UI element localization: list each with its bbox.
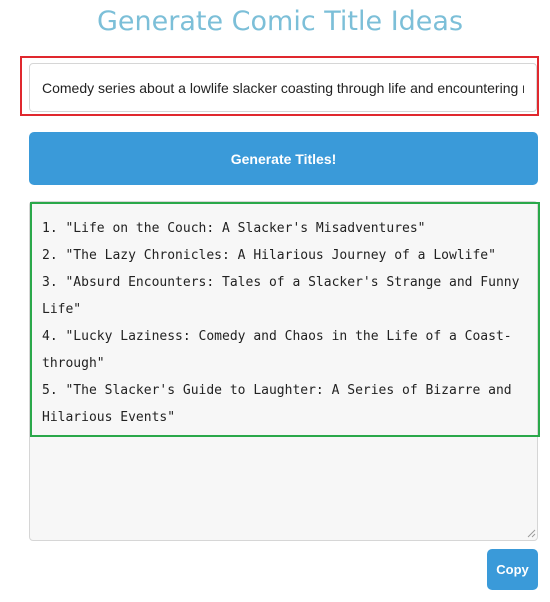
titles-output-list (42, 215, 527, 431)
output-line: Hilarious Events" (42, 410, 176, 425)
output-line: through" (42, 356, 105, 371)
resize-handle-icon[interactable] (527, 529, 536, 538)
output-line: 5. "The Slacker's Guide to Laughter: A Series of Bizarre and (42, 383, 512, 398)
output-line: Life" (42, 302, 82, 317)
output-line: 2. "The Lazy Chronicles: A Hilarious Journey of a Lowlife" (42, 248, 496, 263)
generate-titles-button[interactable]: Generate Titles! (29, 132, 538, 185)
comic-description-input[interactable] (29, 63, 537, 112)
output-line: 3. "Absurd Encounters: Tales of a Slacker's Strange and Funny (42, 275, 520, 290)
output-line: 1. "Life on the Couch: A Slacker's Misadventures" (42, 221, 426, 236)
copy-button[interactable]: Copy (487, 549, 538, 590)
output-line: 4. "Lucky Laziness: Comedy and Chaos in the Life of a Coast- (42, 329, 512, 344)
page-title: Generate Comic Title Ideas (96, 6, 464, 37)
